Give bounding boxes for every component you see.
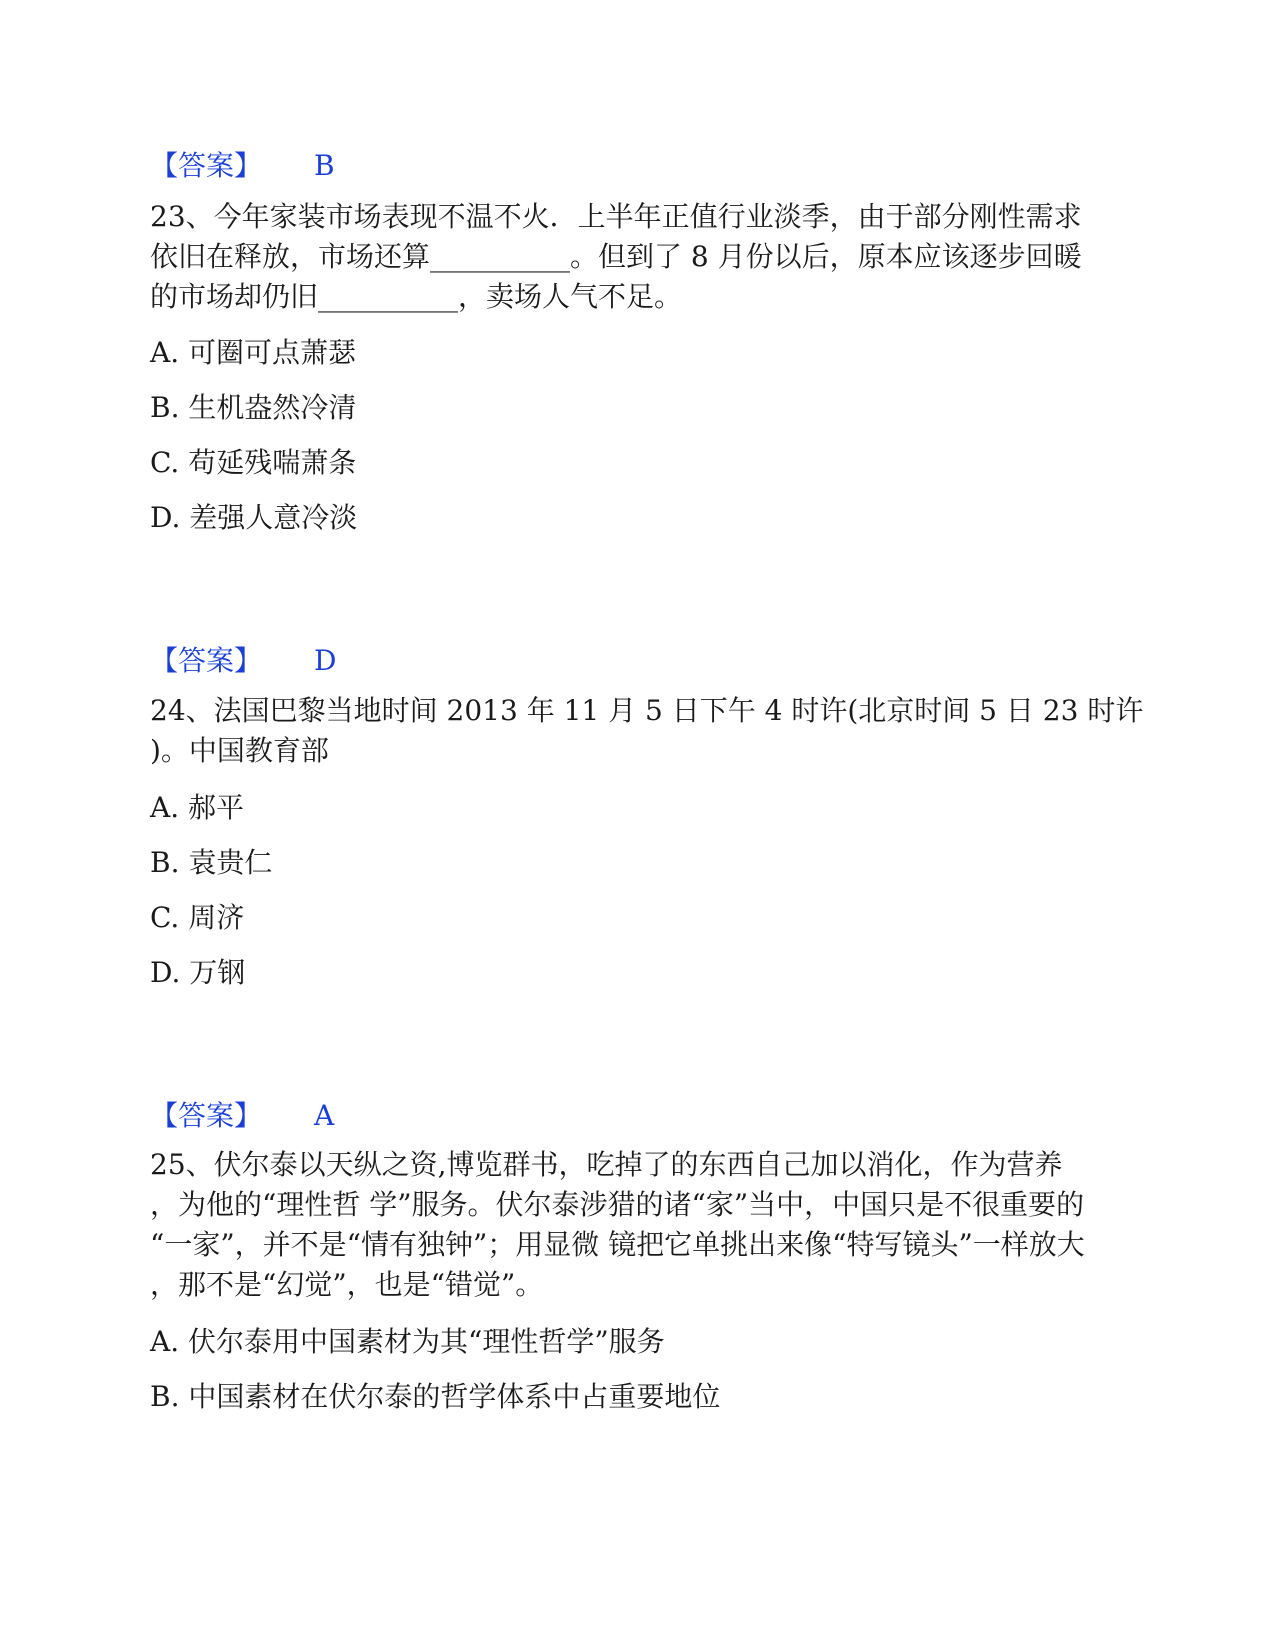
answer-line bbox=[150, 1094, 334, 1134]
answer-label: 【答案】 bbox=[150, 149, 263, 182]
option-b: B. 生机盎然冷清 bbox=[150, 391, 357, 424]
option-d: D. 万钢 bbox=[150, 956, 246, 989]
option-b: B. 中国素材在伏尔泰的哲学体系中占重要地位 bbox=[150, 1380, 721, 1413]
question-text bbox=[150, 691, 1144, 771]
answer-value: B bbox=[314, 149, 335, 182]
answer-value: A bbox=[314, 1099, 335, 1132]
option-d: D. 差强人意冷淡 bbox=[150, 501, 358, 534]
question-text bbox=[150, 1145, 1130, 1305]
question-line: )。中国教育部 bbox=[150, 734, 329, 767]
question-line: 的市场却仍旧__________，卖场人气不足。 bbox=[150, 280, 683, 313]
question-line: “一家”，并不是“情有独钟”；用显微 镜把它单挑出来像“特写镜头”一样放大 bbox=[150, 1228, 1085, 1261]
option-b: B. 袁贵仁 bbox=[150, 846, 273, 879]
question-line: 25、伏尔泰以天纵之资,博览群书，吃掉了的东西自己加以消化，作为营养 bbox=[150, 1148, 1063, 1181]
option-a: A. 伏尔泰用中国素材为其“理性哲学”服务 bbox=[150, 1325, 665, 1358]
option-a: A. 郝平 bbox=[150, 791, 245, 824]
question-line: 23、今年家装市场表现不温不火．上半年正值行业淡季，由于部分刚性需求 bbox=[150, 200, 1082, 233]
answer-label: 【答案】 bbox=[150, 1099, 263, 1132]
option-a: A. 可圈可点萧瑟 bbox=[150, 336, 357, 369]
question-line: 24、法国巴黎当地时间 2013 年 11 月 5 日下午 4 时许(北京时间 5 日 23 时许 bbox=[150, 694, 1144, 727]
answer-value: D bbox=[314, 644, 337, 677]
question-line: ，那不是“幻觉”，也是“错觉”。 bbox=[150, 1268, 544, 1301]
question-text bbox=[150, 197, 1130, 317]
option-c: C. 苟延残喘萧条 bbox=[150, 446, 357, 479]
answer-line bbox=[150, 639, 336, 679]
option-c: C. 周济 bbox=[150, 901, 245, 934]
answer-line bbox=[150, 144, 335, 184]
question-line: 依旧在释放，市场还算__________。但到了 8 月份以后，原本应该逐步回暖 bbox=[150, 240, 1082, 273]
answer-label: 【答案】 bbox=[150, 644, 263, 677]
question-line: ，为他的“理性哲 学”服务。伏尔泰涉猎的诸“家”当中，中国只是不很重要的 bbox=[150, 1188, 1085, 1221]
